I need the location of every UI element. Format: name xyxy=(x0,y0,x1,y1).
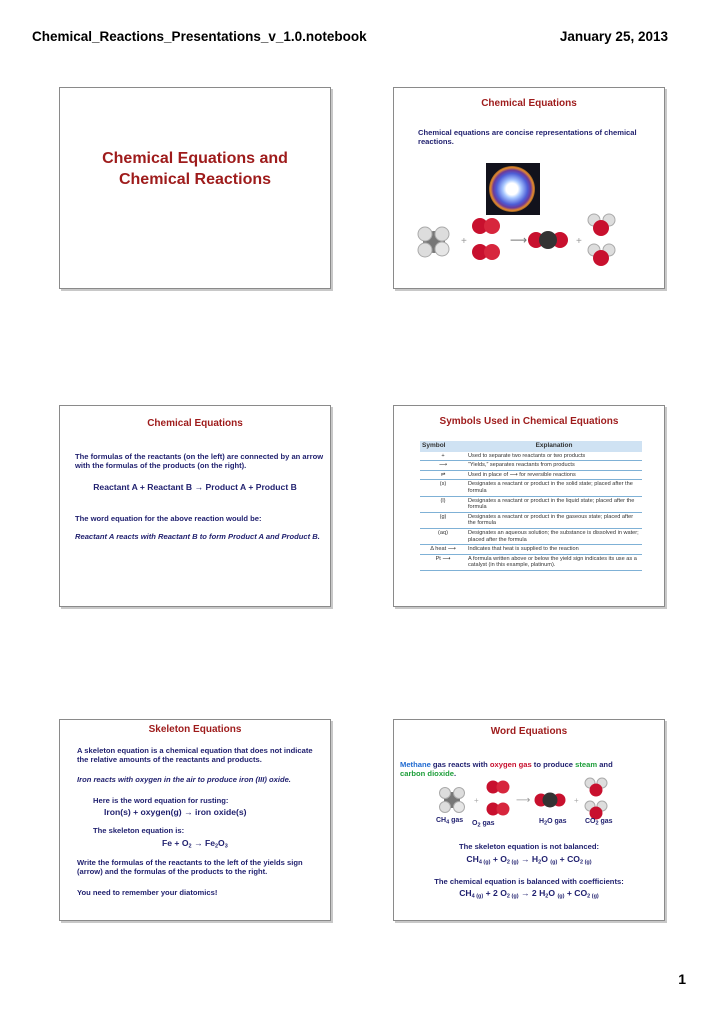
slide-skeleton-equations xyxy=(59,719,331,921)
skeleton-equation: $CH_{4 (g)} + O_{2 (g)} \to H_2O$ $_{(g)} + CO_{2 (g)}$ xyxy=(466,854,592,866)
slide-3-para-1: The formulas of the reactants (on the left) are connected by an arrow with the formulas of the products (on the right). xyxy=(75,452,324,471)
column-header-explanation: Explanation xyxy=(466,441,642,452)
carbon-dioxide-label: $CO_2$ gas xyxy=(585,818,613,827)
plus-sign-1: + xyxy=(461,236,467,247)
document-date: January 25, 2013 xyxy=(559,29,668,44)
page-number: 1 xyxy=(678,971,686,987)
carbon-dioxide-molecule xyxy=(535,793,566,808)
table-row: (aq) Designates an aqueous solution; the substance is dissolved in water; placed after the formula xyxy=(420,528,642,544)
table-row: Pt ⟶ A formula written above or below the yield sign indicates its use as a catalyst (in this example, platinum). xyxy=(420,554,642,570)
slide-symbols xyxy=(393,405,665,607)
slide-2-title: Chemical Equations xyxy=(481,98,577,109)
slide-3-para-2: The word equation for the above reaction would be: xyxy=(75,514,262,523)
slide-6-title: Word Equations xyxy=(490,726,568,737)
slide-3-para-3: Reactant A reacts with Reactant B to form Product A and Product B. xyxy=(75,532,320,541)
slide-5-para-6: You need to remember your diatomics! xyxy=(77,888,218,897)
oxygen-molecule xyxy=(472,244,500,260)
notebook-filename: Chemical_Reactions_Presentations_v_1.0.notebook xyxy=(32,29,367,44)
methane-label: $CH_4$ gas xyxy=(436,817,464,826)
table-row: ⟶ “Yields,” separates reactants from products xyxy=(420,461,642,471)
water-molecule xyxy=(588,214,615,236)
balanced-text: The chemical equation is balanced with coefficients: xyxy=(434,877,624,886)
carbon-dioxide-molecule xyxy=(528,231,568,249)
slide-5-title: Skeleton Equations xyxy=(148,724,242,735)
table-row: + Used to separate two reactants or two products xyxy=(420,452,642,461)
slide-6-word-equation: Methane gas reacts with oxygen gas to produce steam and carbon dioxide. xyxy=(400,760,613,779)
table-header-row xyxy=(420,441,642,452)
rusting-skeleton-equation: $Fe + O_2 \to Fe_2O_3$ xyxy=(162,838,228,850)
slide-4-title: Symbols Used in Chemical Equations xyxy=(439,416,619,427)
slide-5-para-4: The skeleton equation is: xyxy=(93,826,185,835)
plus-sign-2: + xyxy=(576,236,582,247)
slide-5-para-3: Here is the word equation for rusting: xyxy=(93,796,229,805)
methane-molecule xyxy=(418,227,449,257)
slide-3-title: Chemical Equations xyxy=(147,418,243,429)
oxygen-label: $O_2$ gas xyxy=(472,820,495,829)
symbols-table xyxy=(420,441,642,571)
column-header-symbol: Symbol xyxy=(420,441,466,452)
water-label: $H_2O$ gas xyxy=(539,818,567,827)
oxygen-molecule xyxy=(487,781,510,794)
oxygen-molecule xyxy=(472,218,500,234)
balanced-equation: $CH_{4 (g)} + 2$ $O_{2 (g)} \to 2$ $H_2O$ $_{(g)} + CO_{2 (g)}$ xyxy=(459,888,599,900)
table-row: (s) Designates a reactant or product in the solid state; placed after the formula xyxy=(420,480,642,496)
slide-5-para-2: Iron reacts with oxygen in the air to produce iron (III) oxide. xyxy=(77,775,291,784)
slide-title xyxy=(59,87,331,289)
svg-text:+: + xyxy=(474,796,479,805)
svg-text:⟶: ⟶ xyxy=(516,795,531,806)
slide-chemical-equations xyxy=(59,405,331,607)
slide-1-heading: Chemical Equations and Chemical Reactions xyxy=(102,150,288,188)
table-row: Δ heat ⟶ Indicates that heat is supplied to the reaction xyxy=(420,545,642,555)
water-molecule xyxy=(588,244,615,266)
table-row: ⇌ Used in place of ⟶ for reversible reactions xyxy=(420,470,642,480)
not-balanced-text: The skeleton equation is not balanced: xyxy=(458,842,600,851)
slide-5-para-5: Write the formulas of the reactants to the left of the yields sign (arrow) and the formulas of the products to the right. xyxy=(77,858,303,877)
slide-5-para-1: A skeleton equation is a chemical equation that does not indicate the relative amounts of the reactants and products. xyxy=(77,746,313,765)
table-row: (g) Designates a reactant or product in the gaseous state; placed after the formula xyxy=(420,512,642,528)
oxygen-molecule xyxy=(487,803,510,816)
rusting-word-equation: Iron(s) + oxygen(g) → iron oxide(s) xyxy=(104,807,247,817)
table-row: (l) Designates a reactant or product in the liquid state; placed after the formula xyxy=(420,496,642,512)
slide-chemical-equations-intro xyxy=(393,87,665,289)
reaction-molecules xyxy=(432,776,632,822)
methane-combustion-molecules xyxy=(404,206,654,276)
water-molecule xyxy=(585,801,607,820)
slide-2-text: Chemical equations are concise representations of chemical reactions. xyxy=(418,128,637,147)
svg-text:+: + xyxy=(574,796,579,805)
methane-molecule xyxy=(440,788,465,813)
water-molecule xyxy=(585,778,607,797)
slide-word-equations xyxy=(393,719,665,921)
yields-arrow: ⟶ xyxy=(510,233,528,247)
generic-equation: Reactant A + Reactant B → Product A + Product B xyxy=(93,482,297,492)
